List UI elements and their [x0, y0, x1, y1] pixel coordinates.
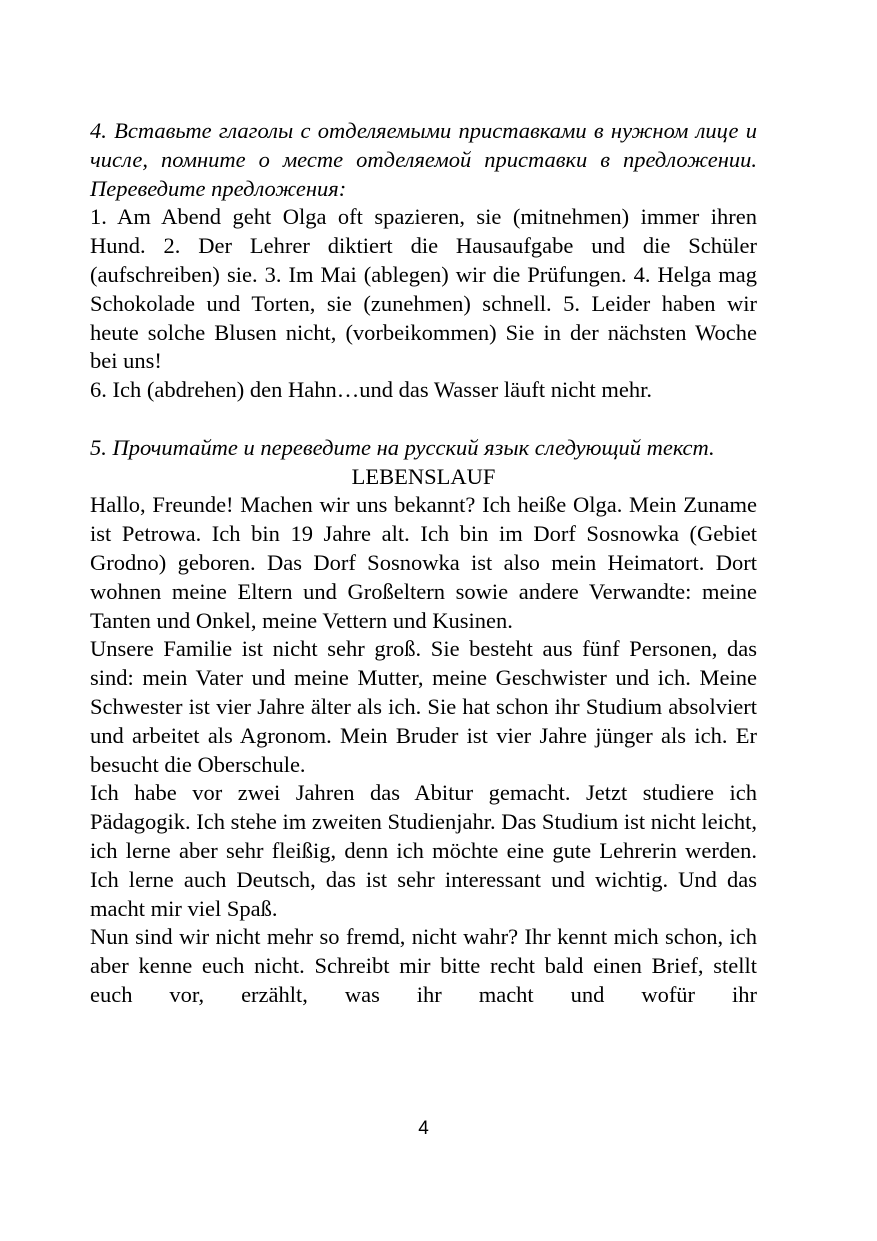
task-4-sentences: 1. Am Abend geht Olga oft spazieren, sie (mitnehmen) immer ihren Hund. 2. Der Lehrer diktiert die Hausaufgabe und die Schüler (aufschreiben) sie. 3. Im Mai (ablegen) wir die Prüfungen. 4. Helga mag Schokolade und Torten, sie (zunehmen) schnell. 5. Leider haben wir heute solche Blusen nicht, (vorbeikommen) Sie in der nächsten Woche bei uns! — [90, 204, 757, 374]
section-spacer — [90, 405, 757, 434]
task-4-sentence-6: 6. Ich (abdrehen) den Hahn…und das Wasser läuft nicht mehr. — [90, 377, 652, 403]
text-paragraph: Hallo, Freunde! Machen wir uns bekannt? Ich heiße Olga. Mein Zuname ist Petrowa. Ich bin 19 Jahre alt. Ich bin im Dorf Sosnowka (Gebiet Grodno) geboren. Das Dorf Sosnowka ist also mein Heimatort. Dort wohnen meine Eltern und Großeltern sowie andere Verwandte: meine Tanten und Onkel, meine Vettern und Kusinen. — [90, 492, 757, 633]
task-5-instruction: 5. Прочитайте и переведите на русский язык следующий текст. — [90, 434, 715, 460]
text-paragraph: Unsere Familie ist nicht sehr groß. Sie besteht aus fünf Personen, das sind: mein Vater und meine Mutter, meine Geschwister und ich. Meine Schwester ist vier Jahre älter als ich. Sie hat schon ihr Studium absolviert und arbeitet als Agronom. Mein Bruder ist vier Jahre jünger als ich. Er besucht die Oberschule. — [90, 636, 757, 777]
task-4-instruction: 4. Вставьте глаголы с отделяемыми приставками в нужном лице и числе, помните о месте отделяемой приставки в предложении. Переведите предложения: — [90, 118, 757, 201]
text-paragraph: Nun sind wir nicht mehr so fremd, nicht wahr? Ihr kennt mich schon, ich aber kenne euch nicht. Schreibt mir bitte recht bald einen Brief, stellt euch vor, erzählt, was ihr macht und wofür ihr — [90, 924, 757, 1007]
text-paragraph: Ich habe vor zwei Jahren das Abitur gemacht. Jetzt studiere ich Pädagogik. Ich stehe im zweiten Studienjahr. Das Studium ist nicht leicht, ich lerne aber sehr fleißig, denn ich möchte eine gute Lehrerin werden. Ich lerne auch Deutsch, das ist sehr interessant und wichtig. Und das macht mir viel Spaß. — [90, 780, 757, 921]
document-page — [90, 117, 757, 1010]
page-number: 4 — [418, 1118, 429, 1139]
text-title: LEBENSLAUF — [351, 463, 496, 489]
